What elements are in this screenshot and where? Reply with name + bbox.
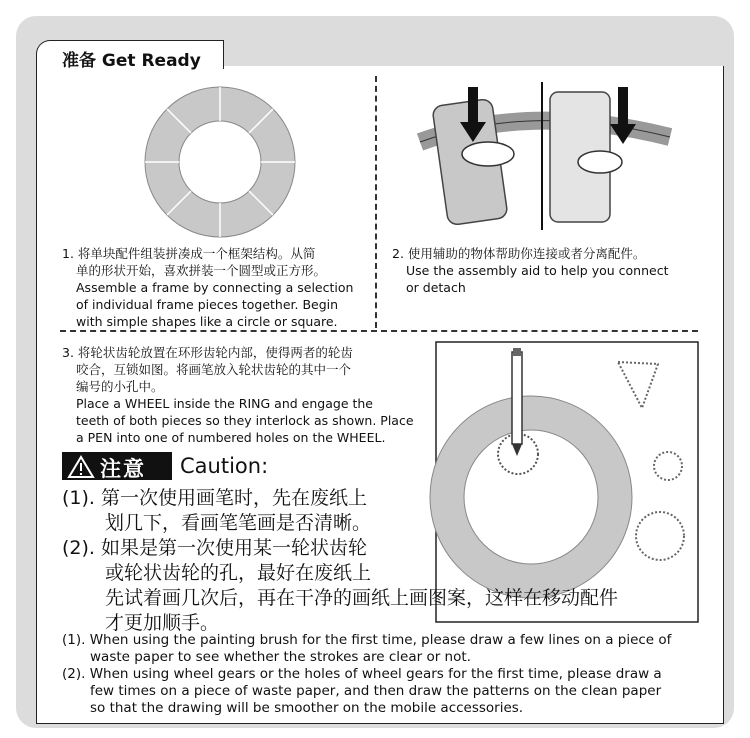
caution-label-zh: 注意 bbox=[100, 457, 146, 481]
caution-en-line1: (1). When using the painting brush for the first time, please draw a few lines on a piece of bbox=[62, 632, 672, 648]
caution-en-line2: waste paper to see whether the strokes are clear or not. bbox=[90, 649, 471, 665]
assembly-aid-illustration bbox=[410, 82, 700, 232]
wheel-ring-illustration bbox=[436, 342, 698, 622]
step1-en-line3: with simple shapes like a circle or square. bbox=[76, 314, 338, 329]
step1-zh-line2: 单的形状开始，喜欢拼装一个圆型或正方形。 bbox=[76, 263, 327, 278]
step3-zh-line3: 编号的小孔中。 bbox=[76, 379, 164, 394]
vertical-divider bbox=[375, 76, 377, 328]
step2-zh-line1: 2. 使用辅助的物体帮助你连接或者分离配件。 bbox=[392, 246, 646, 261]
step3-en-line1: Place a WHEEL inside the RING and engage the bbox=[76, 396, 373, 411]
caution-label-en: Caution: bbox=[180, 454, 269, 478]
caution-zh-line3: (2). 如果是第一次使用某一轮状齿轮 bbox=[62, 537, 367, 559]
caution-zh-line2: 划几下，看画笔笔画是否清晰。 bbox=[105, 512, 372, 534]
step3-en-line2: teeth of both pieces so they interlock as shown. Place bbox=[76, 413, 414, 428]
step1-en-line1: Assemble a frame by connecting a selection bbox=[76, 280, 354, 295]
caution-zh-line1: (1). 第一次使用画笔时，先在废纸上 bbox=[62, 487, 367, 509]
step3-zh-line2: 咬合，互锁如图。将画笔放入轮状齿轮的其中一个 bbox=[76, 362, 352, 377]
warning-icon bbox=[68, 456, 94, 478]
step1-en-line2: of individual frame pieces together. Begin bbox=[76, 297, 339, 312]
section-title: 准备 Get Ready bbox=[62, 51, 201, 71]
caution-badge bbox=[62, 452, 172, 480]
caution-en-line5: so that the drawing will be smoother on the mobile accessories. bbox=[90, 700, 524, 716]
caution-en-line4: few times on a piece of waste paper, and then draw the patterns on the clean paper bbox=[90, 683, 662, 699]
step3-zh-line1: 3. 将轮状齿轮放置在环形齿轮内部，使得两者的轮齿 bbox=[62, 345, 353, 360]
step2-en-line2: or detach bbox=[406, 280, 466, 295]
caution-zh-line6: 才更加顺手。 bbox=[105, 612, 220, 634]
step1-zh-line1: 1. 将单块配件组装拼凑成一个框架结构。从简 bbox=[62, 246, 316, 261]
caution-zh-line5: 先试着画几次后，再在干净的画纸上画图案，这样在移动配件 bbox=[105, 587, 619, 609]
step3-en-line3: a PEN into one of numbered holes on the WHEEL. bbox=[76, 430, 386, 445]
step2-en-line1: Use the assembly aid to help you connect bbox=[406, 263, 669, 278]
caution-en-line3: (2). When using wheel gears or the holes of wheel gears for the first time, please draw a bbox=[62, 666, 662, 682]
horizontal-divider bbox=[60, 330, 698, 332]
frame-ring-illustration bbox=[140, 82, 300, 242]
caution-zh-line4: 或轮状齿轮的孔，最好在废纸上 bbox=[105, 562, 372, 584]
